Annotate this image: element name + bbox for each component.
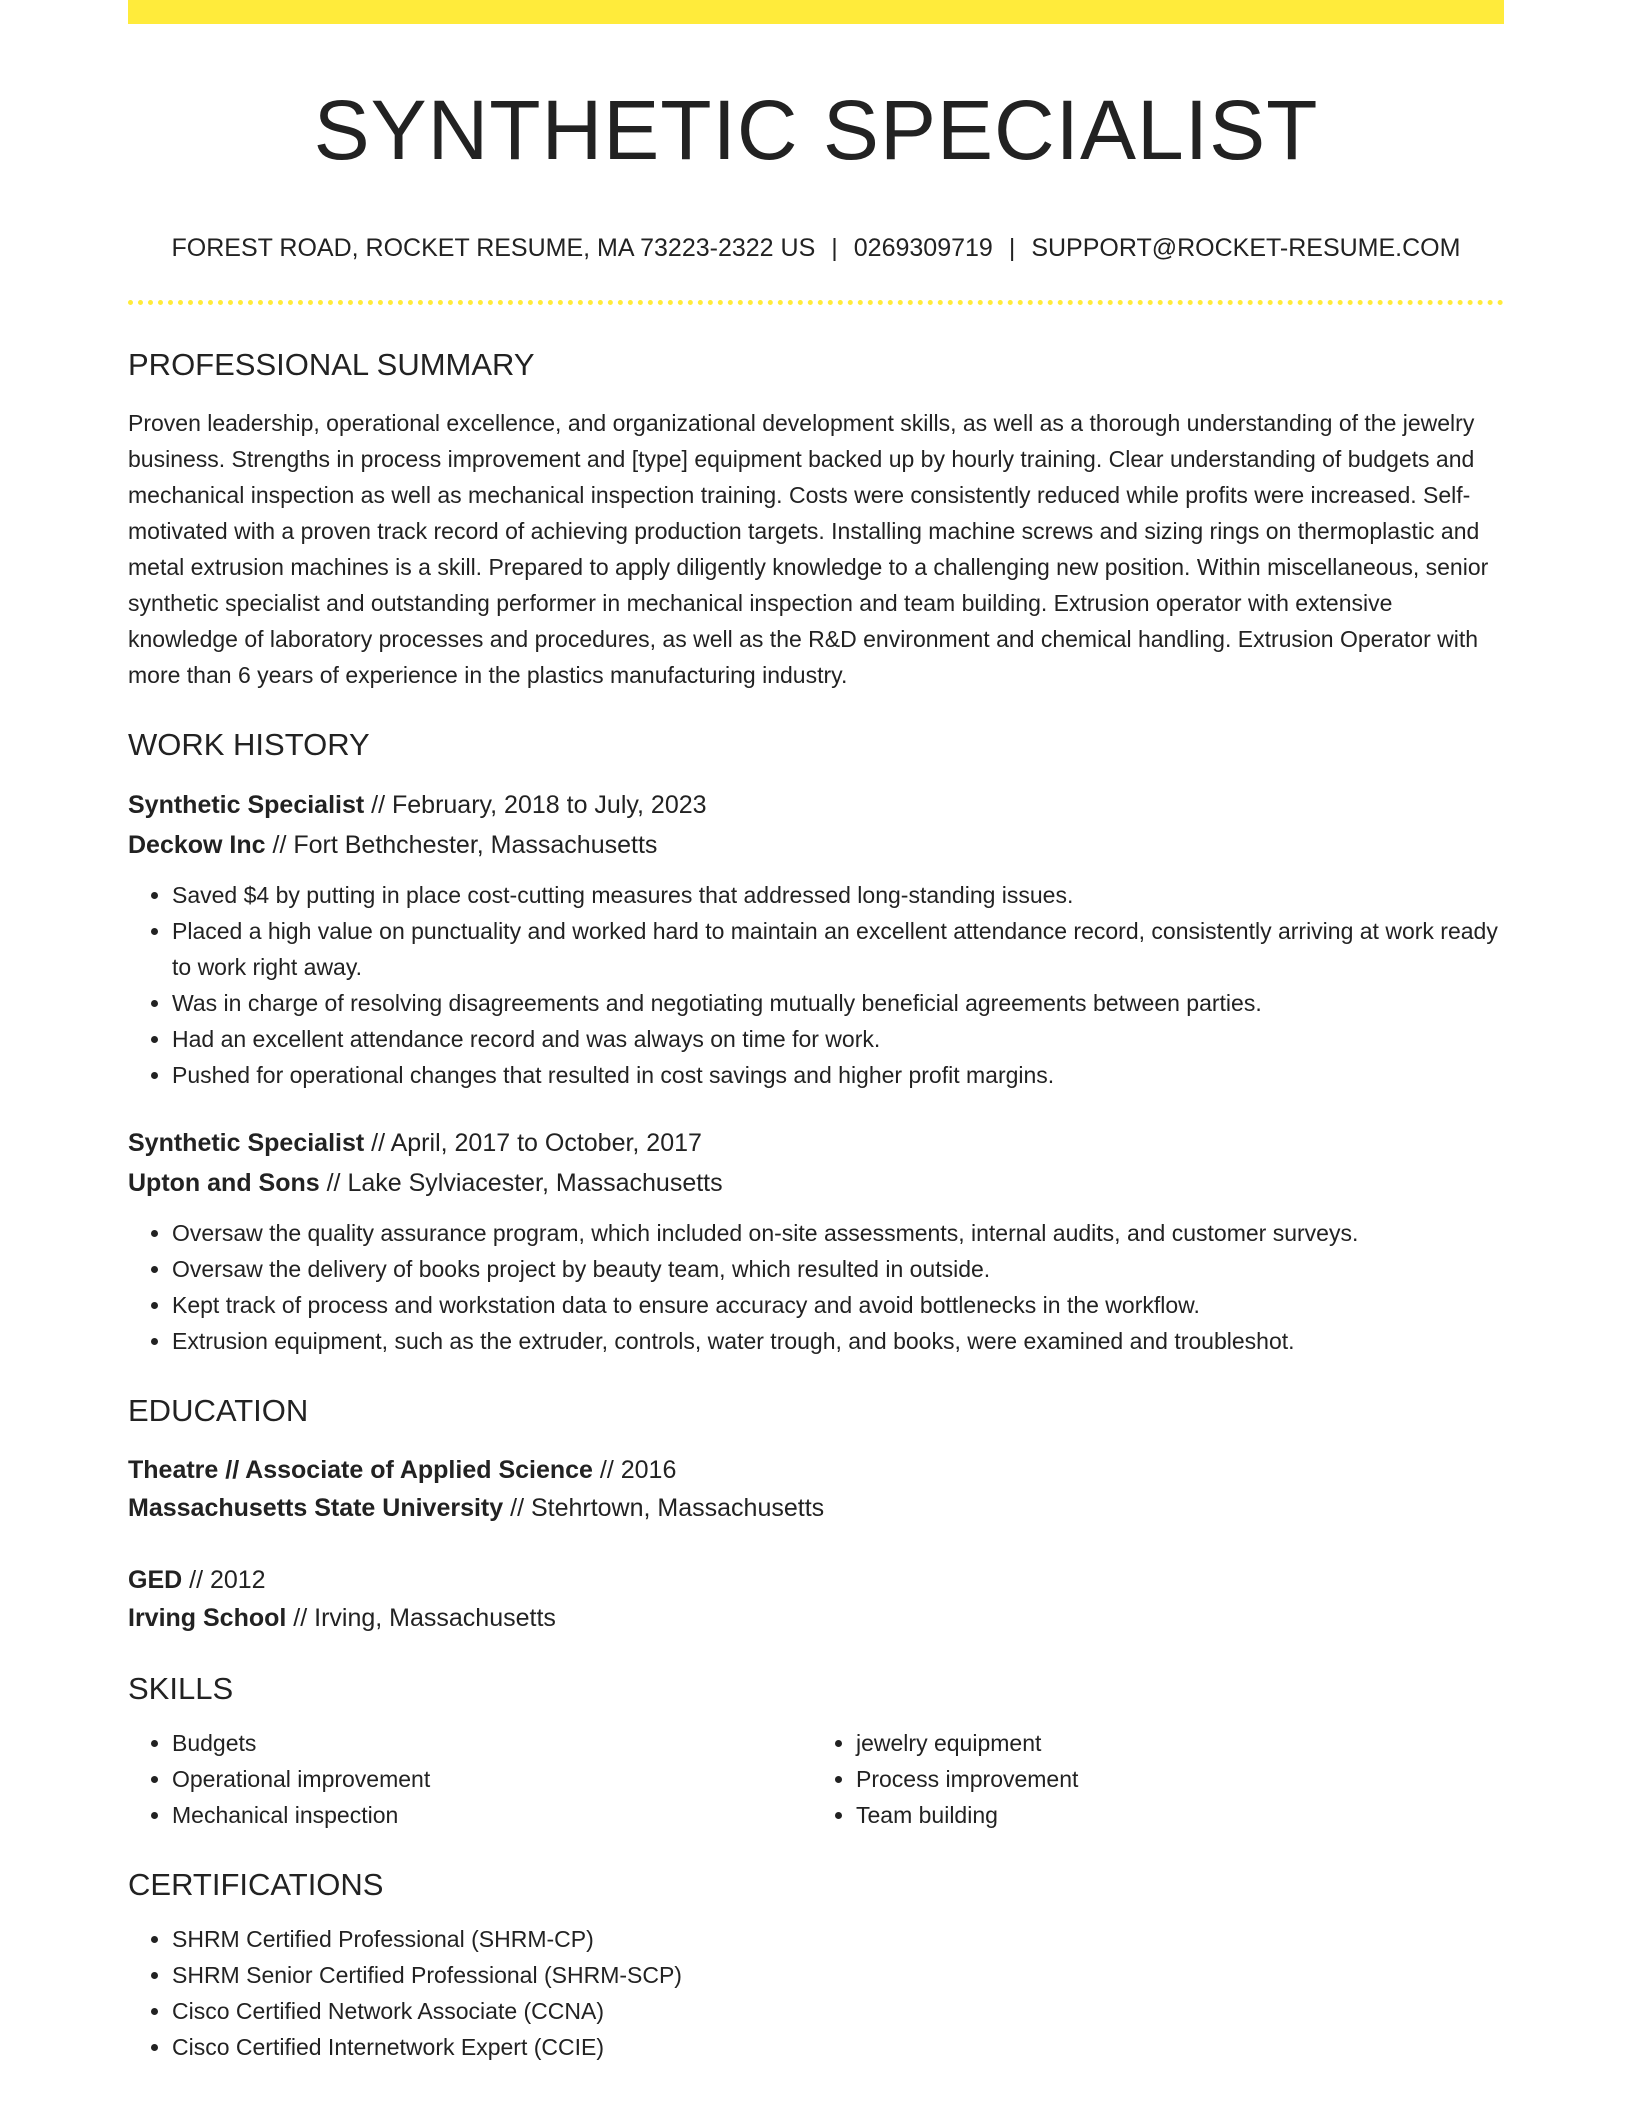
list-item: • Saved $4 by putting in place cost-cutting measures that addressed long-standing issues. [172,877,1504,913]
education-heading: EDUCATION [128,1393,309,1428]
list-item: • Team building [856,1797,1488,1833]
job-company: Upton and Sons [128,1169,320,1197]
list-item: • Kept track of process and workstation data to ensure accuracy and avoid bottlenecks in the workflow. [172,1287,1504,1323]
list-item: • Had an excellent attendance record and was always on time for work. [172,1021,1504,1057]
address: FOREST ROAD, ROCKET RESUME, MA 73223-2322 US [171,234,816,262]
email: SUPPORT@ROCKET-RESUME.COM [1031,234,1461,262]
list-item: • jewelry equipment [856,1725,1488,1761]
dotted-divider [128,300,1504,305]
certifications-heading: CERTIFICATIONS [128,1867,384,1902]
separator: | [1008,234,1016,262]
education-location: // Stehrtown, Massachusetts [503,1494,825,1522]
list-item: • SHRM Senior Certified Professional (SHRM-SCP) [172,1957,1504,1993]
job-bullets [128,877,1504,1093]
list-item: • Mechanical inspection [172,1797,804,1833]
job-company: Deckow Inc [128,831,266,859]
education-school-line [128,1599,1504,1637]
candidate-name: SYNTHETIC SPECIALIST [313,83,1319,177]
certifications-bullets [128,1921,1504,2065]
education-school: Massachusetts State University [128,1494,504,1522]
summary-text: Proven leadership, operational excellence, and organizational development skills, as well as a thorough understanding of the jewelry business. Strengths in process improvement and [type] equipment backed up by hourly training. Clear understanding of budgets and mechanical inspection as well as mechanical inspection training. Costs were consistently reduced while profits were increased. Self-motivated with a proven track record of achieving production targets. Installing machine screws and sizing rings on thermoplastic and metal extrusion machines is a skill. Prepared to apply diligently knowledge to a challenging new position. Within miscellaneous, senior synthetic specialist and outstanding performer in mechanical inspection and team building. Extrusion operator with extensive knowledge of laboratory processes and procedures, as well as the R&D environment and chemical handling. Extrusion Operator with more than 6 years of experience in the plastics manufacturing industry. [128,410,1489,688]
list-item: • Oversaw the delivery of books project by beauty team, which resulted in outside. [172,1251,1504,1287]
contact-line [128,232,1504,264]
list-item: • Was in charge of resolving disagreements and negotiating mutually beneficial agreements between parties. [172,985,1504,1021]
list-item: • Cisco Certified Network Associate (CCNA) [172,1993,1504,2029]
list-item: • Oversaw the quality assurance program, which included on-site assessments, internal audits, and customer surveys. [172,1215,1504,1251]
job-role: Synthetic Specialist [128,1129,365,1157]
list-item: • Budgets [172,1725,804,1761]
job-dates: // April, 2017 to October, 2017 [364,1129,702,1157]
list-item: • Pushed for operational changes that resulted in cost savings and higher profit margins. [172,1057,1504,1093]
skills-heading: SKILLS [128,1671,234,1706]
skills-columns [128,1725,1504,1833]
job-bullets [128,1215,1504,1359]
education-degree: Theatre // Associate of Applied Science [128,1456,593,1484]
resume-page [128,0,1504,2065]
list-item: • Operational improvement [172,1761,804,1797]
job-title-line [128,1123,1504,1163]
education-school: Irving School [128,1604,287,1632]
job-dates: // February, 2018 to July, 2023 [364,791,707,819]
job-company-line [128,1163,1504,1203]
education-degree: GED [128,1566,183,1594]
education-school-line [128,1489,1504,1527]
education-location: // Irving, Massachusetts [286,1604,556,1632]
education-year: // 2016 [592,1456,677,1484]
list-item: • Process improvement [856,1761,1488,1797]
work-history-heading: WORK HISTORY [128,727,370,762]
phone: 0269309719 [853,234,993,262]
certifications-list [128,1921,1504,2065]
list-item: • Placed a high value on punctuality and worked hard to maintain an excellent attendance record, consistently arriving at work ready to work right away. [172,913,1504,985]
education-degree-line [128,1451,1504,1489]
job-location: // Fort Bethchester, Massachusetts [265,831,658,859]
job-entry [128,785,1504,1093]
job-entry [128,1123,1504,1359]
skills-column-right [804,1725,1488,1833]
education-entry [128,1451,1504,1527]
education-year: // 2012 [182,1566,266,1594]
list-item: • Cisco Certified Internetwork Expert (CCIE) [172,2029,1504,2065]
job-role: Synthetic Specialist [128,791,365,819]
accent-bar [128,0,1504,24]
list-item: • Extrusion equipment, such as the extruder, controls, water trough, and books, were examined and troubleshot. [172,1323,1504,1359]
education-entry [128,1561,1504,1637]
skills-column-left [128,1725,804,1833]
separator: | [831,234,838,262]
job-title-line [128,785,1504,825]
summary-heading: PROFESSIONAL SUMMARY [128,347,535,382]
job-location: // Lake Sylviacester, Massachusetts [319,1169,723,1197]
education-degree-line [128,1561,1504,1599]
list-item: • SHRM Certified Professional (SHRM-CP) [172,1921,1504,1957]
job-company-line [128,825,1504,865]
